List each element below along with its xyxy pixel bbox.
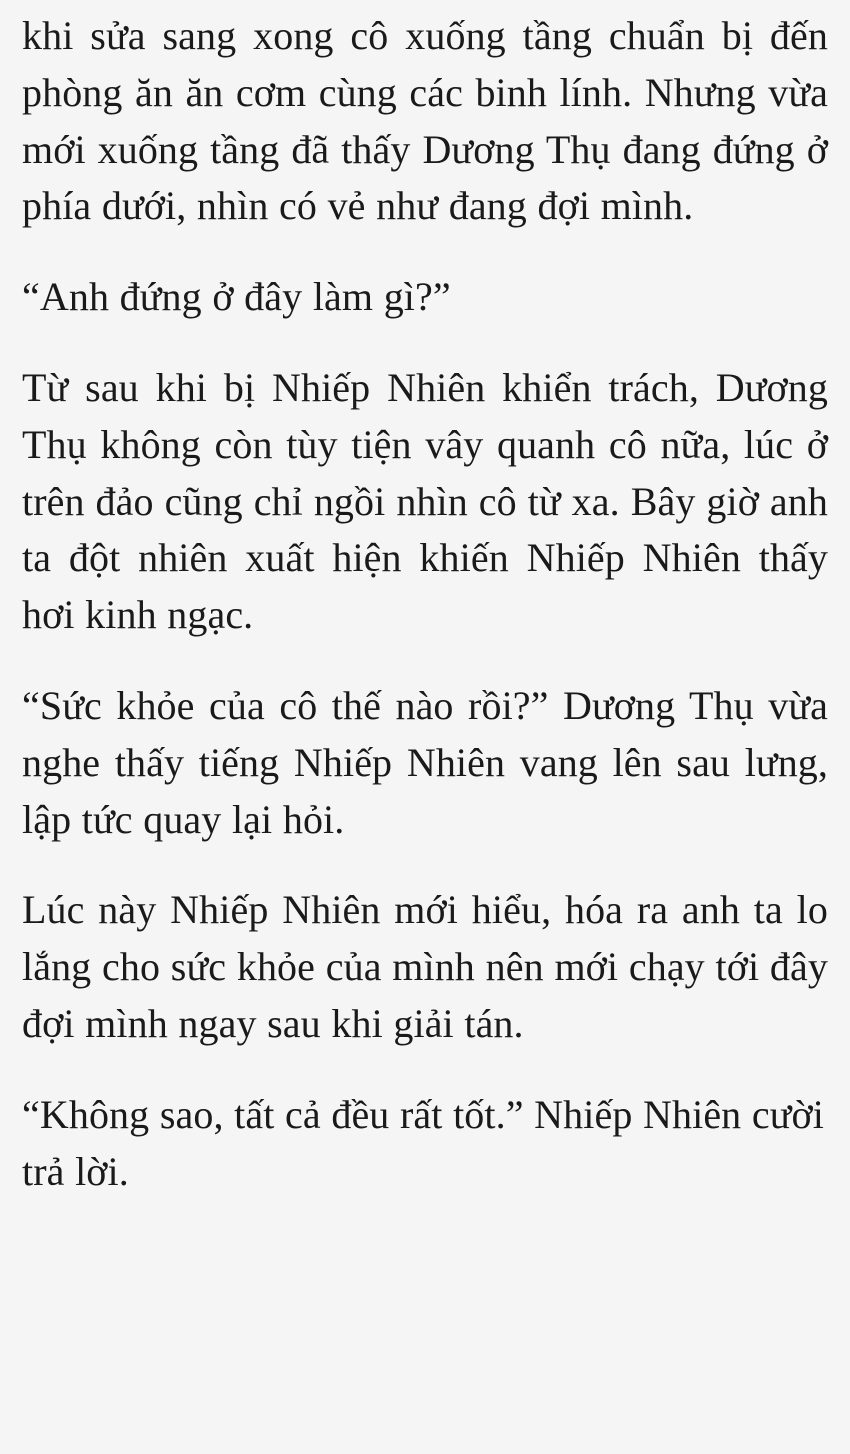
paragraph: “Không sao, tất cả đều rất tốt.” Nhiếp Nhiên cười trả lời. [22,1091,824,1194]
paragraph: khi sửa sang xong cô xuống tầng chuẩn bị đến phòng ăn ăn cơm cùng các binh lính. Nhưng vừa mới xuống tầng đã thấy Dương Thụ đang đứng ở phía dưới, nhìn có vẻ như đang đợi mình. [22,13,828,229]
paragraph: “Sức khỏe của cô thế nào rồi?” Dương Thụ vừa nghe thấy tiếng Nhiếp Nhiên vang lên sau lưng, lập tức quay lại hỏi. [22,682,828,842]
paragraph: Lúc này Nhiếp Nhiên mới hiểu, hóa ra anh ta lo lắng cho sức khỏe của mình nên mới chạy tới đây đợi mình ngay sau khi giải tán. [22,887,828,1046]
paragraph: “Anh đứng ở đây làm gì?” [22,274,451,320]
paragraph: Từ sau khi bị Nhiếp Nhiên khiển trách, Dương Thụ không còn tùy tiện vây quanh cô nữa, lúc ở trên đảo cũng chỉ ngồi nhìn cô từ xa. Bây giờ anh ta đột nhiên xuất hiện khiến Nhiếp Nhiên thấy hơi kinh ngạc. [22,364,828,638]
reader-content [0,8,850,1200]
